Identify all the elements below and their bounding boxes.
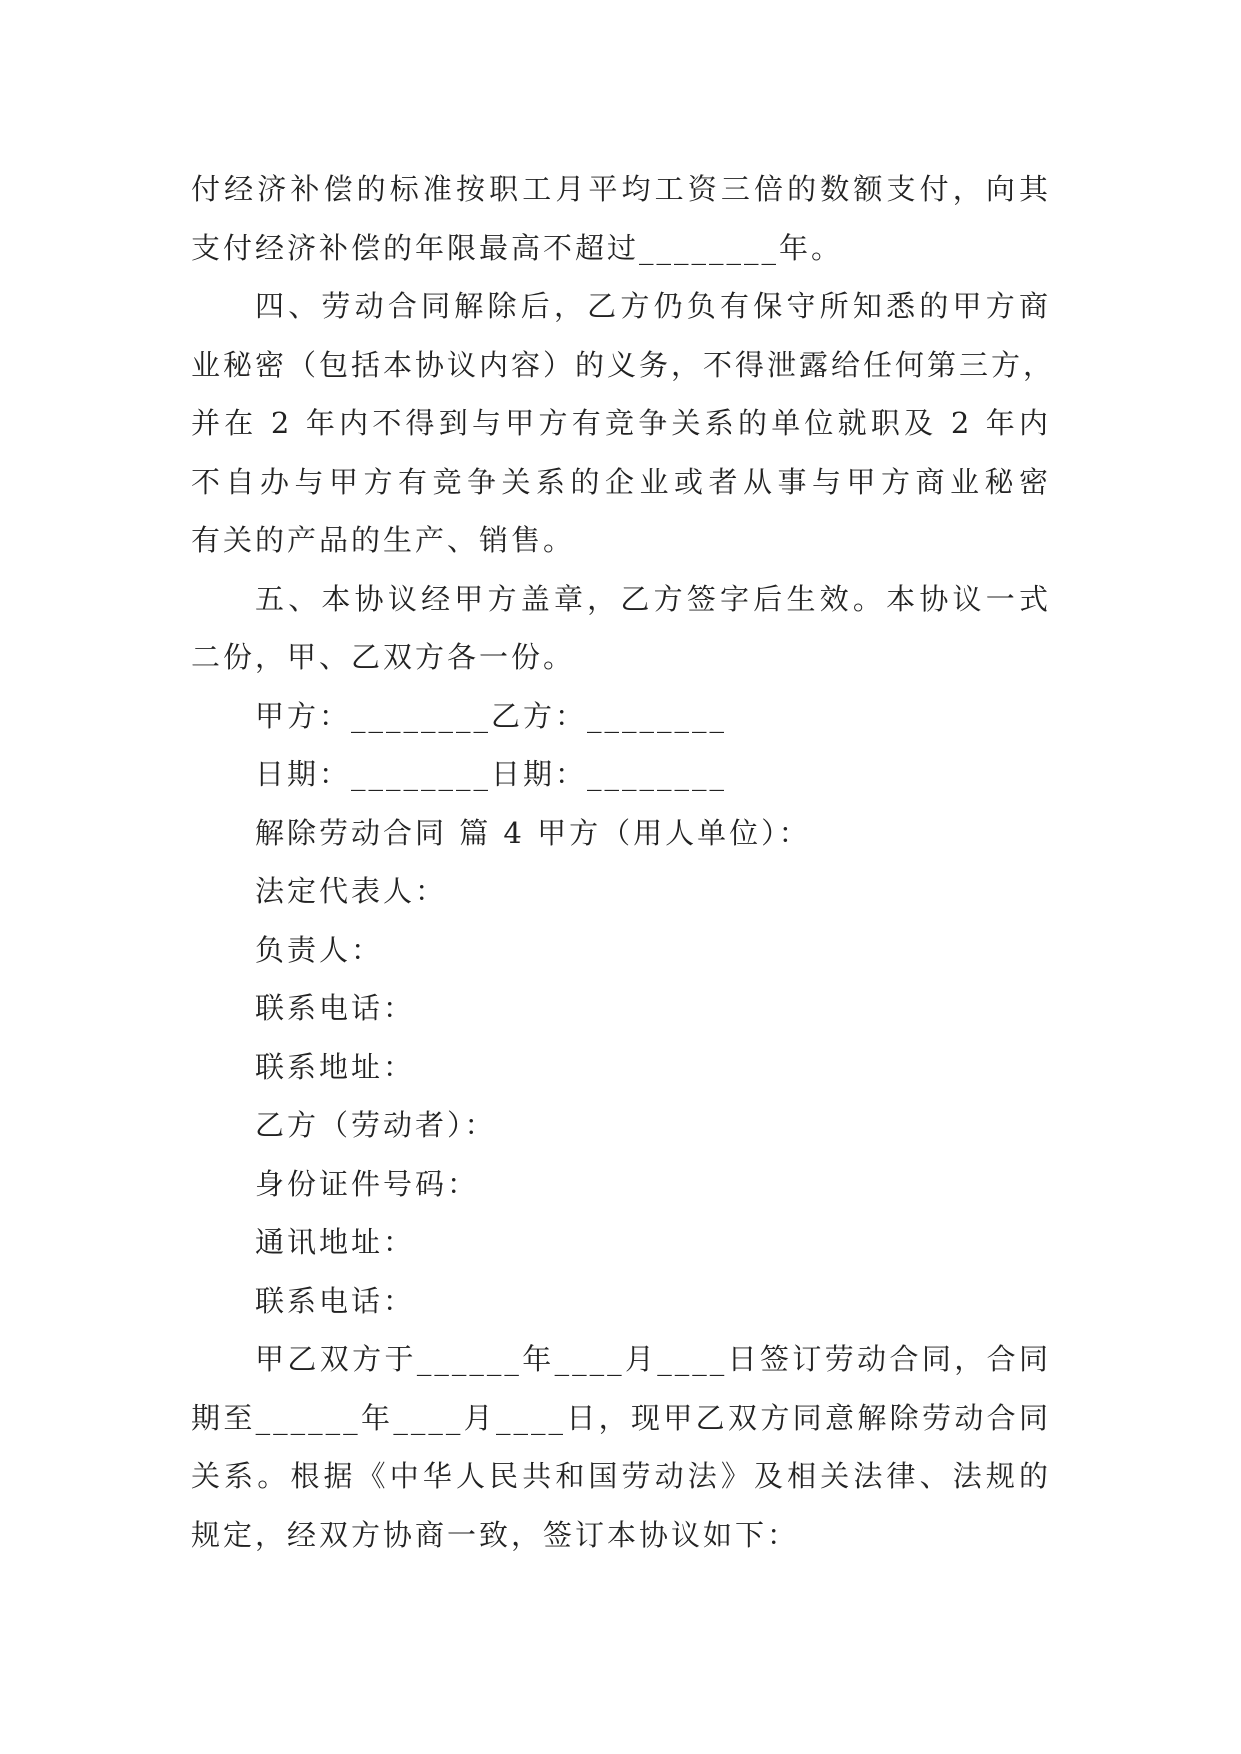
field-contact-phone: 联系电话： (255, 991, 416, 1025)
signature-parties-line: 甲方：________乙方：________ (255, 698, 728, 733)
signature-dates-line: 日期：________日期：________ (255, 757, 728, 791)
field-person-in-charge: 负责人： (255, 932, 384, 967)
field-contact-address: 联系地址： (255, 1049, 416, 1084)
paragraph-five-start: 五、本协议经甲方盖章，乙方签字后生效。本协议一式 (255, 581, 1051, 616)
text-line: 业秘密（包括本协议内容）的义务，不得泄露给任何第三方， (191, 347, 1056, 382)
text-line: 支付经济补偿的年限最高不超过________年。 (191, 230, 844, 265)
field-party-b: 乙方（劳动者）： (255, 1108, 497, 1142)
section-heading-line: 解除劳动合同 篇 4 甲方（用人单位）： (255, 815, 811, 850)
text-line: 二份，甲、乙双方各一份。 (191, 640, 576, 674)
field-legal-representative: 法定代表人： (255, 874, 448, 908)
document-body (191, 160, 1056, 1564)
text-line: 有关的产品的生产、销售。 (191, 523, 576, 557)
text-line: 关系。根据《中华人民共和国劳动法》及相关法律、法规的 (191, 1459, 1051, 1493)
field-contact-phone-b: 联系电话： (255, 1283, 416, 1318)
field-id-number: 身份证件号码： (255, 1166, 480, 1201)
text-line: 期至______年____月____日，现甲乙双方同意解除劳动合同 (191, 1400, 1051, 1435)
agreement-paragraph-start: 甲乙双方于______年____月____日签订劳动合同，合同 (255, 1342, 1051, 1376)
text-line: 规定，经双方协商一致，签订本协议如下： (191, 1517, 800, 1552)
text-line: 付经济补偿的标准按职工月平均工资三倍的数额支付，向其 (191, 172, 1051, 206)
paragraph-four-start: 四、劳动合同解除后，乙方仍负有保守所知悉的甲方商 (255, 289, 1051, 323)
text-line: 并在 2 年内不得到与甲方有竞争关系的单位就职及 2 年内 (191, 406, 1051, 440)
field-mailing-address: 通讯地址： (255, 1225, 416, 1259)
text-line: 不自办与甲方有竞争关系的企业或者从事与甲方商业秘密 (191, 464, 1051, 499)
